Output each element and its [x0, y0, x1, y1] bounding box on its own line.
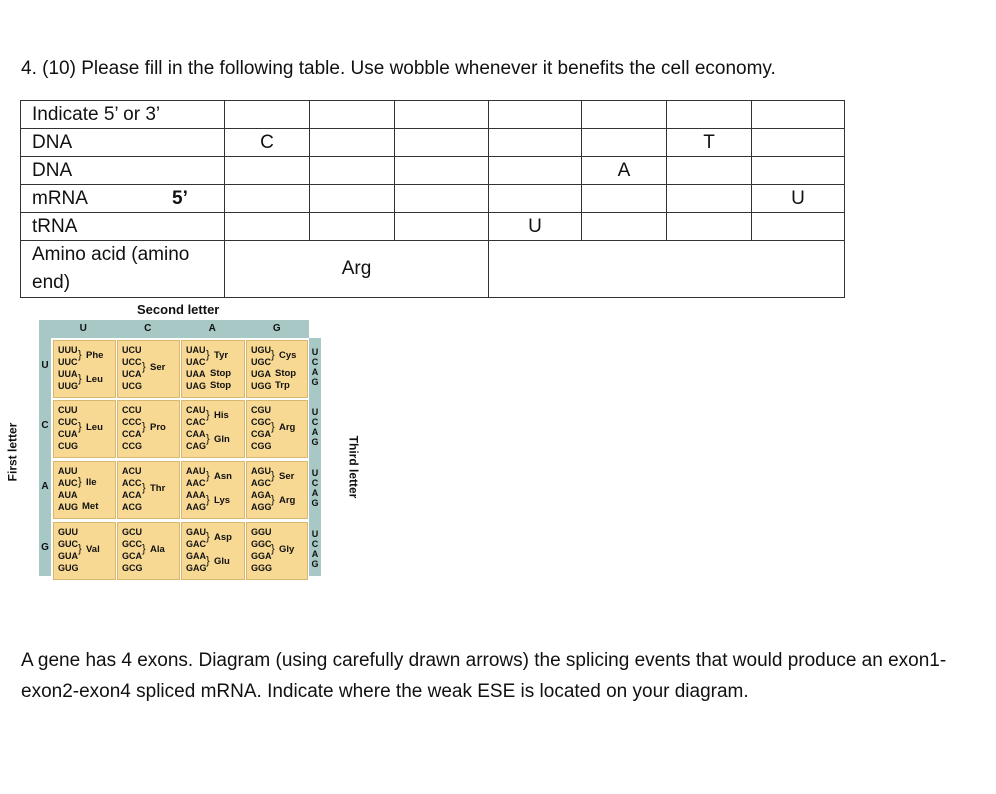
- amino-acid-label: Ile: [86, 477, 97, 488]
- codon: GAA: [186, 551, 206, 561]
- codon-block: [117, 522, 180, 580]
- row-dna-1: [21, 129, 845, 157]
- codon-block: [117, 461, 180, 519]
- codon: CAU: [186, 405, 206, 415]
- codon-block: [53, 340, 116, 398]
- table-cell[interactable]: U: [752, 185, 845, 213]
- amino-acid-label: Ser: [150, 362, 166, 373]
- amino-acid-label: Cys: [279, 350, 297, 361]
- row-label: Indicate 5’ or 3’: [21, 101, 225, 129]
- table-cell[interactable]: [667, 157, 752, 185]
- codon: AAA: [186, 490, 206, 500]
- table-cell[interactable]: C: [225, 129, 310, 157]
- table-cell[interactable]: [310, 213, 395, 241]
- third-letter: A: [311, 549, 319, 559]
- brace: }: [206, 349, 210, 361]
- codon: CAG: [186, 441, 206, 451]
- brace: }: [142, 361, 146, 373]
- codon: GAG: [186, 563, 207, 573]
- brace: }: [78, 349, 82, 361]
- amino-acid-label: Arg: [279, 422, 296, 433]
- codon: UCA: [122, 369, 142, 379]
- brace: }: [78, 476, 82, 488]
- table-cell[interactable]: [395, 157, 489, 185]
- codon: GAU: [186, 527, 206, 537]
- brace: }: [206, 555, 210, 567]
- second-letter: G: [272, 323, 281, 334]
- codon: CGU: [251, 405, 271, 415]
- five-prime-marker: 5’: [172, 187, 188, 209]
- third-letter: A: [311, 367, 319, 377]
- table-cell[interactable]: [395, 129, 489, 157]
- table-cell[interactable]: [310, 157, 395, 185]
- codon: ACG: [122, 502, 142, 512]
- codon-block: [181, 461, 245, 519]
- row-label: tRNA: [21, 213, 225, 241]
- second-letter: A: [208, 323, 216, 334]
- codon-block: [117, 340, 180, 398]
- row-trna: [21, 213, 845, 241]
- codon: GCU: [122, 527, 142, 537]
- table-cell[interactable]: A: [582, 157, 667, 185]
- amino-acid-label: Stop: [210, 368, 232, 379]
- brace: }: [142, 543, 146, 555]
- third-letter: C: [311, 357, 319, 367]
- table-cell[interactable]: [395, 101, 489, 129]
- amino-acid-label: Lys: [214, 495, 231, 506]
- brace: }: [142, 421, 146, 433]
- table-cell[interactable]: [225, 185, 310, 213]
- amino-acid-label: Asp: [214, 532, 232, 543]
- codon: UUG: [58, 381, 78, 391]
- table-cell[interactable]: [667, 213, 752, 241]
- codon: AUA: [58, 490, 78, 500]
- codon: AGC: [251, 478, 271, 488]
- codon: CUC: [58, 417, 78, 427]
- amino-acid-label: Leu: [86, 422, 103, 433]
- table-cell[interactable]: [225, 101, 310, 129]
- codon-block: [117, 400, 180, 458]
- row-mrna: [21, 185, 845, 213]
- codon-table: [5, 300, 361, 580]
- amino-acid-label: Thr: [150, 483, 166, 494]
- row-label: Amino acid (amino end): [21, 241, 225, 298]
- codon: GUC: [58, 539, 78, 549]
- second-letter: U: [79, 323, 87, 334]
- codon: CCU: [122, 405, 142, 415]
- brace: }: [271, 349, 275, 361]
- third-letter: U: [311, 468, 319, 478]
- amino-acid-label: Ser: [279, 471, 295, 482]
- codon: UUA: [58, 369, 78, 379]
- table-cell[interactable]: [489, 129, 582, 157]
- table-cell[interactable]: U: [489, 213, 582, 241]
- row-amino-acid: [21, 241, 845, 298]
- codon: ACA: [122, 490, 142, 500]
- codon: UAA: [186, 369, 206, 379]
- codon: CGA: [251, 429, 271, 439]
- table-cell[interactable]: [310, 185, 395, 213]
- codon-block: [53, 461, 116, 519]
- codon-block: [53, 522, 116, 580]
- codon: AUC: [58, 478, 78, 488]
- table-cell[interactable]: [310, 129, 395, 157]
- third-letter: G: [311, 559, 319, 569]
- codon-block: [246, 461, 308, 519]
- amino-acid-label: Gln: [214, 434, 230, 445]
- codon: CCG: [122, 441, 142, 451]
- third-letter: C: [311, 417, 319, 427]
- question-title: 4. (10) Please fill in the following table. Use wobble whenever it benefits the cell economy.: [21, 58, 776, 79]
- table-cell[interactable]: [752, 213, 845, 241]
- codon: UUU: [58, 345, 78, 355]
- third-letter: G: [311, 377, 319, 387]
- codon: UCU: [122, 345, 142, 355]
- third-letter: C: [311, 539, 319, 549]
- codon: GGA: [251, 551, 272, 561]
- brace: }: [271, 494, 275, 506]
- codon: CUA: [58, 429, 78, 439]
- table-cell[interactable]: [489, 241, 845, 298]
- first-letter-label: First letter: [5, 422, 20, 482]
- codon-block: [246, 400, 308, 458]
- brace: }: [206, 409, 210, 421]
- third-letter: U: [311, 347, 319, 357]
- table-cell[interactable]: T: [667, 129, 752, 157]
- table-cell[interactable]: [582, 101, 667, 129]
- table-cell[interactable]: [310, 101, 395, 129]
- codon: CAC: [186, 417, 206, 427]
- amino-acid-label: Val: [86, 544, 100, 555]
- brace: }: [206, 531, 210, 543]
- codon: CGC: [251, 417, 271, 427]
- row-label: DNA: [21, 157, 225, 185]
- table-cell[interactable]: [489, 185, 582, 213]
- codon: AGU: [251, 466, 271, 476]
- codon: GCG: [122, 563, 143, 573]
- codon-block: [246, 340, 308, 398]
- codon: UAU: [186, 345, 206, 355]
- codon-block: [181, 340, 245, 398]
- codon: CGG: [251, 441, 272, 451]
- codon: AAU: [186, 466, 206, 476]
- codon: ACU: [122, 466, 142, 476]
- row-label: mRNA 5’: [21, 185, 225, 213]
- codon: GUA: [58, 551, 78, 561]
- codon: AAG: [186, 502, 206, 512]
- third-letter: A: [311, 488, 319, 498]
- codon: GGC: [251, 539, 272, 549]
- question-footer: A gene has 4 exons. Diagram (using carefully drawn arrows) the splicing events that would produce an exon1-exon2-exon4 spliced mRNA. Indicate where the weak ESE is located on your diagram.: [21, 650, 947, 702]
- third-letter: G: [311, 498, 319, 508]
- codon: UUC: [58, 357, 78, 367]
- table-cell[interactable]: [752, 157, 845, 185]
- codon: UGC: [251, 357, 271, 367]
- first-letter: U: [41, 360, 49, 371]
- second-letter-bar: [39, 320, 309, 338]
- table-cell[interactable]: [395, 185, 489, 213]
- table-cell[interactable]: [395, 213, 489, 241]
- amino-acid-label: Trp: [275, 380, 290, 391]
- second-letter: C: [144, 323, 152, 334]
- amino-acid-label: His: [214, 410, 229, 421]
- table-cell[interactable]: [582, 129, 667, 157]
- amino-acid-label: Ala: [150, 544, 165, 555]
- codon: AUG: [58, 502, 78, 512]
- fill-in-table: [20, 100, 845, 298]
- amino-acid-label: Gly: [279, 544, 295, 555]
- table-cell[interactable]: [752, 101, 845, 129]
- brace: }: [271, 470, 275, 482]
- first-letter: C: [41, 420, 49, 431]
- table-cell[interactable]: [489, 101, 582, 129]
- amino-acid-label: Stop: [210, 380, 232, 391]
- row-direction: [21, 101, 845, 129]
- row-dna-2: [21, 157, 845, 185]
- table-cell[interactable]: [752, 129, 845, 157]
- codon: CUG: [58, 441, 78, 451]
- codon: GAC: [186, 539, 206, 549]
- third-letter: A: [311, 427, 319, 437]
- table-cell[interactable]: Arg: [225, 241, 489, 298]
- third-letter: G: [311, 437, 319, 447]
- codon: AAC: [186, 478, 206, 488]
- brace: }: [206, 494, 210, 506]
- table-cell[interactable]: [582, 185, 667, 213]
- codon: CUU: [58, 405, 78, 415]
- amino-acid-label: Arg: [279, 495, 296, 506]
- brace: }: [271, 421, 275, 433]
- codon: UAC: [186, 357, 206, 367]
- codon: UCC: [122, 357, 142, 367]
- codon: CCC: [122, 417, 142, 427]
- codon: UGU: [251, 345, 271, 355]
- table-cell[interactable]: [667, 101, 752, 129]
- codon: UAG: [186, 381, 206, 391]
- amino-acid-label: Stop: [275, 368, 297, 379]
- brace: }: [78, 543, 82, 555]
- codon: ACC: [122, 478, 142, 488]
- third-letter: C: [311, 478, 319, 488]
- codon: AUU: [58, 466, 78, 476]
- amino-acid-label: Glu: [214, 556, 230, 567]
- codon: GGG: [251, 563, 273, 573]
- amino-acid-label: Pro: [150, 422, 166, 433]
- third-letter-bar: [309, 338, 321, 576]
- amino-acid-label: Met: [82, 501, 99, 512]
- codon-block: [246, 522, 308, 580]
- third-letter: U: [311, 407, 319, 417]
- table-cell[interactable]: [667, 185, 752, 213]
- codon: UGA: [251, 369, 271, 379]
- codon-block: [181, 400, 245, 458]
- table-cell[interactable]: [225, 213, 310, 241]
- codon: GUG: [58, 563, 79, 573]
- codon: GGU: [251, 527, 272, 537]
- codon: GCA: [122, 551, 142, 561]
- codon: UGG: [251, 381, 272, 391]
- codon-block: [53, 400, 116, 458]
- brace: }: [206, 433, 210, 445]
- first-letter-bar: [39, 338, 51, 576]
- first-letter: A: [41, 481, 49, 492]
- table-cell[interactable]: [582, 213, 667, 241]
- third-letter: U: [311, 529, 319, 539]
- brace: }: [271, 543, 275, 555]
- brace: }: [78, 421, 82, 433]
- amino-acid-label: Asn: [214, 471, 232, 482]
- codon: AGA: [251, 490, 271, 500]
- codon-block: [181, 522, 245, 580]
- codon: UCG: [122, 381, 142, 391]
- third-letter-label: Third letter: [346, 435, 361, 499]
- codon: AGG: [251, 502, 272, 512]
- row-label: DNA: [21, 129, 225, 157]
- table-cell[interactable]: [225, 157, 310, 185]
- brace: }: [142, 482, 146, 494]
- brace: }: [206, 470, 210, 482]
- amino-acid-label: Leu: [86, 374, 103, 385]
- first-letter: G: [41, 542, 49, 553]
- second-letter-heading: Second letter: [137, 302, 220, 317]
- codon: GCC: [122, 539, 142, 549]
- amino-acid-label: Phe: [86, 350, 104, 361]
- codon: CCA: [122, 429, 142, 439]
- table-cell[interactable]: [489, 157, 582, 185]
- brace: }: [78, 373, 82, 385]
- codon: GUU: [58, 527, 78, 537]
- amino-acid-label: Tyr: [214, 350, 229, 361]
- codon: CAA: [186, 429, 206, 439]
